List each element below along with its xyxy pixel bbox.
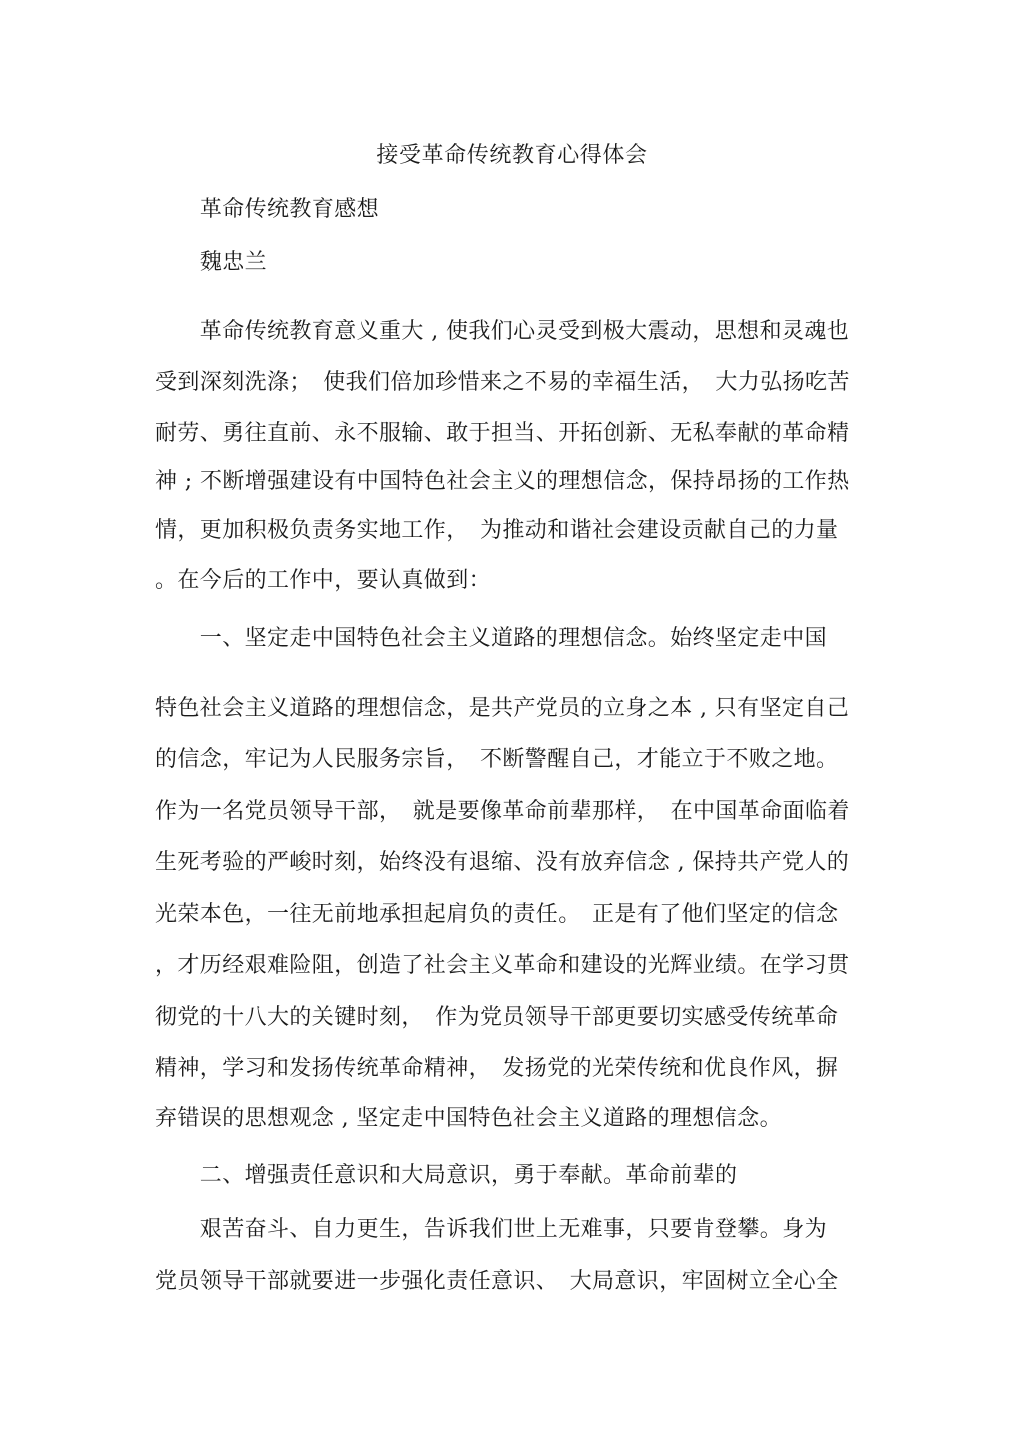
author-name: 魏忠兰 [199,250,268,275]
body-line: 艰苦奋斗、自力更生，告诉我们世上无难事，只要肯登攀。身为 [155,1217,828,1242]
section-heading: 一、坚定走中国特色社会主义道路的理想信念。始终坚定走中国 [155,626,828,651]
subtitle-text: 革命传统教育感想 [199,197,380,222]
body-line: 光荣本色，一往无前地承担起肩负的责任。 正是有了他们坚定的信念 [155,902,839,927]
body-line: 的信念，牢记为人民服务宗旨， 不断警醒自己，才能立于不败之地。 [155,747,839,772]
body-line: 受到深刻洗涤； 使我们倍加珍惜来之不易的幸福生活， 大力弘扬吃苦 [155,370,850,395]
body-line: 党员领导干部就要进一步强化责任意识、 大局意识，牢固树立全心全 [155,1269,839,1294]
body-line: 革命传统教育意义重大 , 使我们心灵受到极大震动，思想和灵魂也 [155,319,850,344]
body-line: 弃错误的思想观念 , 坚定走中国特色社会主义道路的理想信念。 [155,1106,782,1131]
body-line: 生死考验的严峻时刻，始终没有退缩、没有放弃信念 , 保持共产党人的 [155,850,850,875]
body-line: 精神，学习和发扬传统革命精神， 发扬党的光荣传统和优良作风，摒 [155,1056,839,1081]
body-line: 情，更加积极负责务实地工作， 为推动和谐社会建设贡献自己的力量 [155,518,839,543]
body-line: 特色社会主义道路的理想信念，是共产党员的立身之本 , 只有坚定自己 [155,696,850,721]
body-line: 神 ; 不断增强建设有中国特色社会主义的理想信念，保持昂扬的工作热 [155,469,850,494]
body-line: ，才历经艰难险阻，创造了社会主义革命和建设的光辉业绩。在学习贯 [155,953,850,978]
body-line: 彻党的十八大的关键时刻， 作为党员领导干部更要切实感受传统革命 [155,1005,839,1030]
section-heading: 二、增强责任意识和大局意识，勇于奉献。革命前辈的 [155,1163,738,1188]
body-line: 。在今后的工作中，要认真做到： [155,568,492,593]
document-author [155,248,267,278]
document-title: 接受革命传统教育心得体会 [376,143,648,168]
body-line: 耐劳、勇往直前、永不服输、敢于担当、开拓创新、无私奉献的革命精 [155,421,850,446]
document-subtitle [155,195,379,225]
body-line: 作为一名党员领导干部， 就是要像革命前辈那样， 在中国革命面临着 [155,799,850,824]
